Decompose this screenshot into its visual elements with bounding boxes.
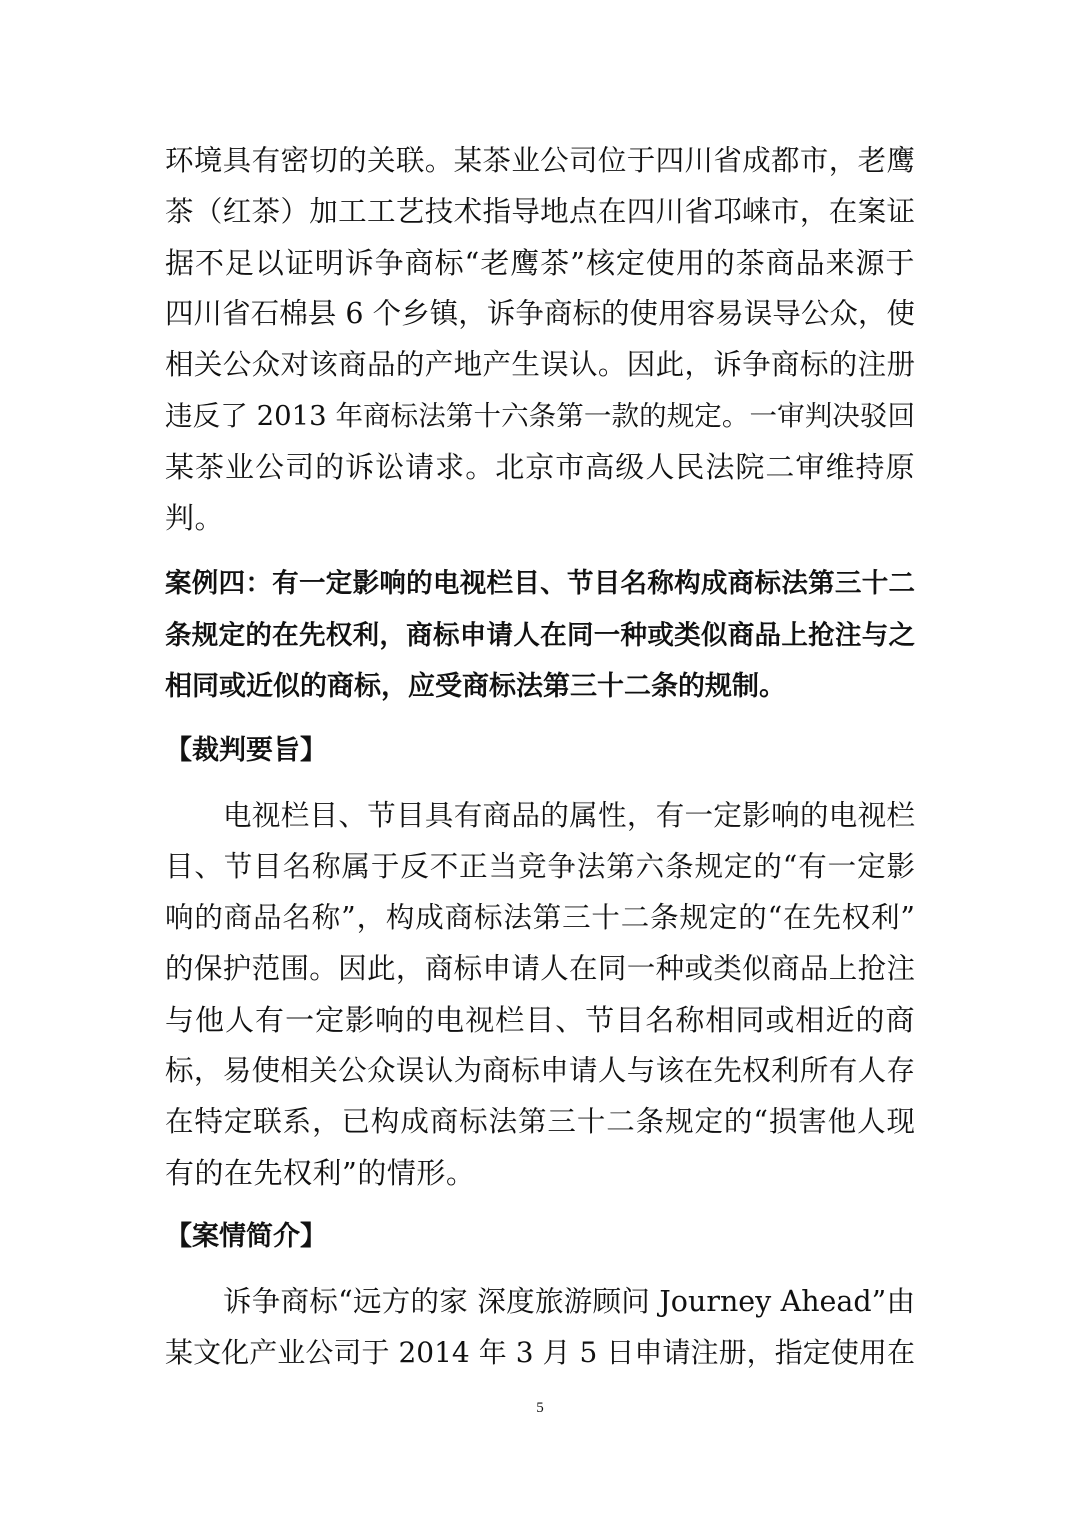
- ruling-line: 的保护范围。因此，商标申请人在同一种或类似商品上抢注: [165, 952, 915, 985]
- ruling-line: 与他人有一定影响的电视栏目、节目名称相同或相近的商: [165, 1003, 915, 1037]
- ruling-line: 在特定联系，已构成商标法第三十二条规定的“损害他人现: [165, 1105, 915, 1138]
- section-title-case: 【案情简介】: [165, 1221, 327, 1252]
- paragraph-line: 茶（红茶）加工工艺技术指导地点在四川省邛崃市，在案证: [165, 195, 915, 228]
- ruling-line: 有的在先权利”的情形。: [165, 1156, 476, 1190]
- case-line: 诉争商标“远方的家 深度旅游顾问 Journey Ahead”由: [223, 1285, 915, 1318]
- case-line: 某文化产业公司于 2014 年 3 月 5 日申请注册，指定使用在: [165, 1336, 915, 1369]
- paragraph-line: 违反了 2013 年商标法第十六条第一款的规定。一审判决驳回: [165, 400, 915, 432]
- paragraph-line: 四川省石棉县 6 个乡镇，诉争商标的使用容易误导公众，使: [165, 297, 915, 330]
- paragraph-line: 环境具有密切的关联。某茶业公司位于四川省成都市，老鹰: [165, 144, 915, 177]
- case-heading-line: 条规定的在先权利，商标申请人在同一种或类似商品上抢注与之: [165, 620, 915, 651]
- ruling-line: 目、节目名称属于反不正当竞争法第六条规定的“有一定影: [165, 850, 915, 883]
- paragraph-line: 判。: [165, 501, 225, 535]
- section-title-ruling: 【裁判要旨】: [165, 735, 327, 766]
- paragraph-line: 相关公众对该商品的产地产生误认。因此，诉争商标的注册: [165, 348, 915, 381]
- ruling-line: 响的商品名称”，构成商标法第三十二条规定的“在先权利”: [165, 901, 915, 934]
- case-heading-line: 相同或近似的商标，应受商标法第三十二条的规制。: [165, 671, 786, 702]
- ruling-line: 标，易使相关公众误认为商标申请人与该在先权利所有人存: [165, 1054, 915, 1087]
- paragraph-line: 据不足以证明诉争商标“老鹰茶”核定使用的茶商品来源于: [165, 246, 915, 280]
- page-number: 5: [536, 1400, 544, 1416]
- case-heading-line: 案例四：有一定影响的电视栏目、节目名称构成商标法第三十二: [165, 568, 915, 599]
- paragraph-line: 某茶业公司的诉讼请求。北京市高级人民法院二审维持原: [165, 450, 915, 484]
- ruling-line: 电视栏目、节目具有商品的属性，有一定影响的电视栏: [223, 799, 915, 832]
